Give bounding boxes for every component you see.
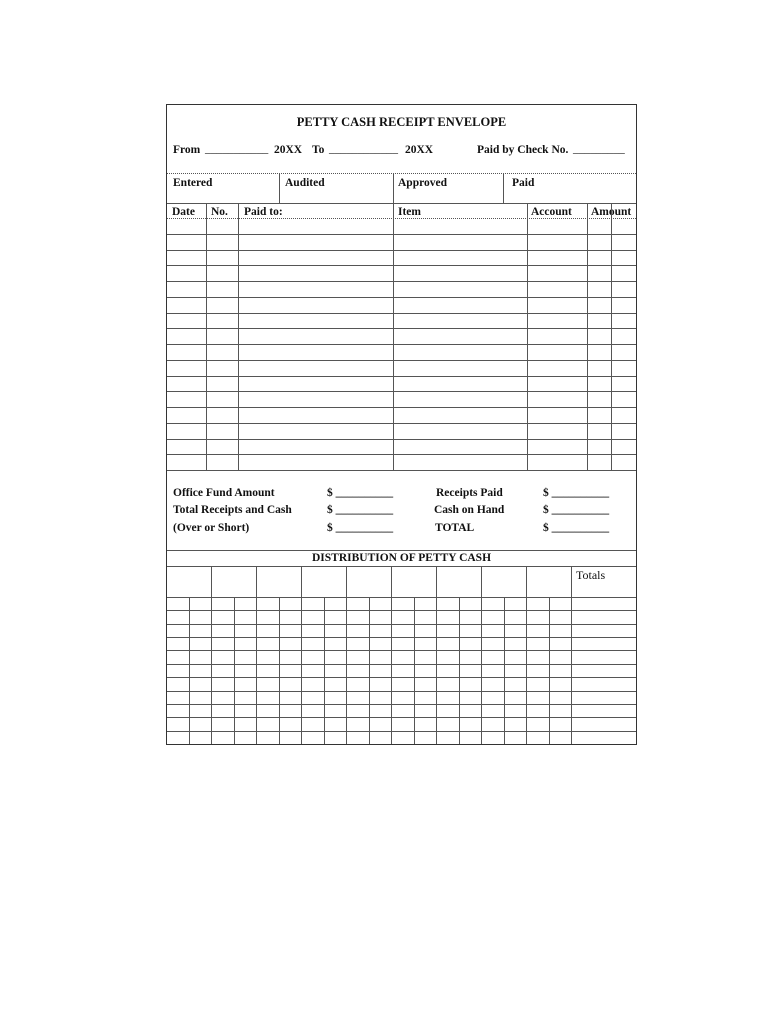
distribution-column-line [346,597,347,744]
distribution-row-line [167,677,636,678]
distribution-column-line [571,597,572,744]
col-amount: Amount [591,206,632,218]
distribution-column-line [526,597,527,744]
receipt-column-line [238,203,239,470]
distribution-row-line [167,637,636,638]
distribution-column-line [189,597,190,744]
distribution-column-line [234,597,235,744]
col-paid-to: Paid to: [244,206,283,218]
approvals-divider [393,174,394,203]
from-date-field[interactable]: ___________ [205,143,269,155]
distribution-column-line [549,597,550,744]
distribution-column-line [391,597,392,744]
over-short-field[interactable]: $ __________ [327,522,394,534]
distribution-column-line [459,597,460,744]
receipt-column-line [393,203,394,470]
distribution-row-line [167,597,636,598]
distribution-header-column [256,567,257,597]
cash-on-hand-field[interactable]: $ __________ [543,504,610,516]
col-date: Date [172,206,195,218]
summary-top-rule [167,470,636,471]
distribution-header-column [301,567,302,597]
to-year: 20XX [405,144,434,156]
distribution-header-column [481,567,482,597]
distribution-column-line [301,597,302,744]
total-field[interactable]: $ __________ [543,522,610,534]
col-account: Account [531,206,572,218]
from-label: From [173,144,201,156]
cash-on-hand-label: Cash on Hand [434,504,505,516]
distribution-header-column [526,567,527,597]
distribution-row-line [167,650,636,651]
distribution-row-line [167,704,636,705]
distribution-row-line [167,717,636,718]
total-receipts-field[interactable]: $ __________ [327,504,394,516]
audited-box[interactable]: Audited [285,177,325,189]
paid-by-check-label: Paid by Check No. [477,144,569,156]
distribution-header-column [571,567,572,597]
distribution-header-rule [167,566,636,567]
distribution-top-rule [167,550,636,551]
distribution-header-column [346,567,347,597]
distribution-column-line [211,597,212,744]
receipt-column-line [527,203,528,470]
to-label: To [312,144,325,156]
approvals-divider [279,174,280,203]
distribution-column-line [279,597,280,744]
totals-label: Totals [576,568,606,582]
distribution-column-line [504,597,505,744]
to-date-field[interactable]: ____________ [329,143,398,155]
distribution-column-line [414,597,415,744]
distribution-title: DISTRIBUTION OF PETTY CASH [311,552,492,564]
col-item: Item [398,206,421,218]
office-fund-field[interactable]: $ __________ [327,487,394,499]
approved-box[interactable]: Approved [398,177,447,189]
total-label: TOTAL [435,522,475,534]
distribution-row-line [167,664,636,665]
distribution-row-line [167,691,636,692]
approvals-divider [503,174,504,203]
distribution-column-line [481,597,482,744]
form-title: PETTY CASH RECEIPT ENVELOPE [296,115,507,129]
receipt-column-line [206,203,207,470]
distribution-header-column [436,567,437,597]
receipts-paid-label: Receipts Paid [436,487,503,499]
distribution-header-column [211,567,212,597]
distribution-column-line [324,597,325,744]
receipts-paid-field[interactable]: $ __________ [543,487,610,499]
over-short-label: (Over or Short) [173,522,250,534]
from-year: 20XX [274,144,303,156]
check-number-field[interactable]: _________ [573,143,625,155]
distribution-column-line [256,597,257,744]
distribution-header-column [391,567,392,597]
paid-box[interactable]: Paid [512,177,535,189]
distribution-column-line [436,597,437,744]
distribution-column-line [369,597,370,744]
total-receipts-label: Total Receipts and Cash [173,504,292,516]
petty-cash-form [166,104,637,745]
col-no: No. [211,206,228,218]
receipt-column-line [587,203,588,470]
distribution-row-line [167,624,636,625]
office-fund-label: Office Fund Amount [173,487,275,499]
distribution-row-line [167,610,636,611]
approvals-top-rule [167,173,636,174]
distribution-row-line [167,731,636,732]
receipt-column-line [611,203,612,470]
entered-box[interactable]: Entered [173,177,213,189]
